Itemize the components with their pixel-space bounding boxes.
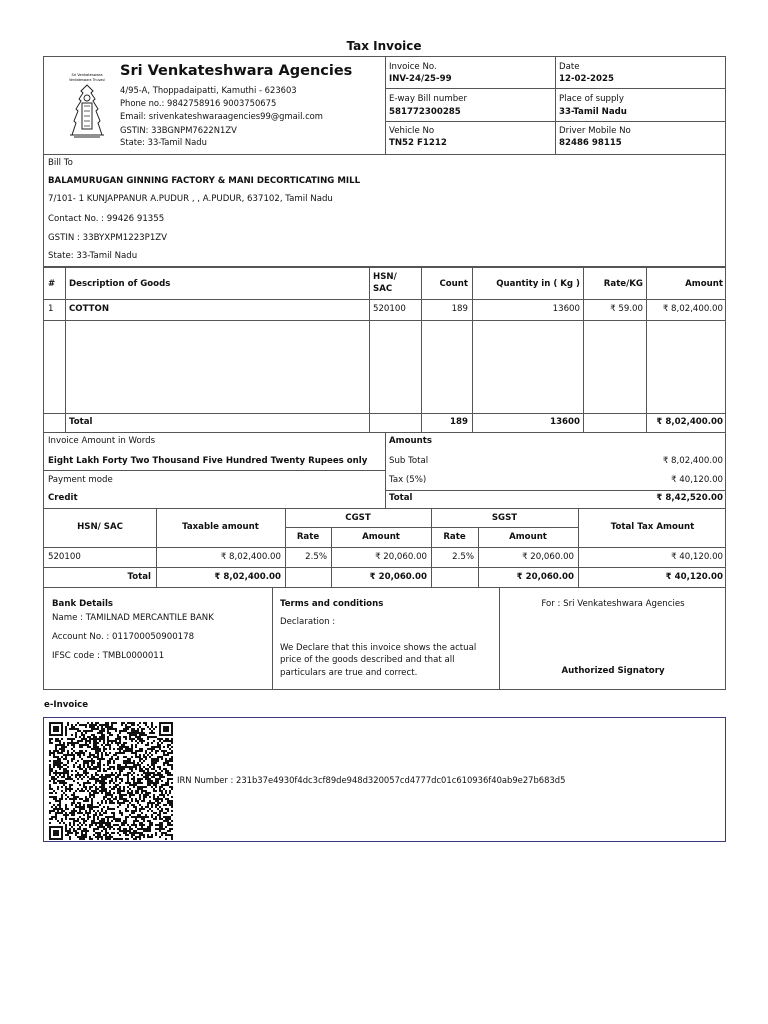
goods-table xyxy=(43,267,726,433)
seller-name: Sri Venkateshwara Agencies xyxy=(120,63,353,79)
declaration-label: Declaration : xyxy=(280,617,336,627)
bank-ifsc: IFSC code : TMBL0000011 xyxy=(52,651,165,661)
einvoice-box xyxy=(43,717,726,842)
tax-total-amount: ₹ 40,120.00 xyxy=(665,572,723,582)
place-of-supply: 33-Tamil Nadu xyxy=(559,107,627,117)
words-label: Invoice Amount in Words xyxy=(48,436,156,446)
row-num: 1 xyxy=(48,304,54,314)
row-description: COTTON xyxy=(69,304,110,314)
row-rate: ₹ 59.00 xyxy=(610,304,643,314)
col-quantity: Quantity in ( Kg ) xyxy=(496,279,580,289)
place-label: Place of supply xyxy=(559,94,624,104)
declaration-line-2: price of the goods described and that all xyxy=(280,655,455,665)
declaration-line-1: We Declare that this invoice shows the actual xyxy=(280,643,477,653)
tax-col-cgst-amount: Amount xyxy=(362,532,400,542)
tax-col-sgst: SGST xyxy=(491,513,518,523)
tax-col-total: Total Tax Amount xyxy=(610,522,695,532)
deity-logo-icon xyxy=(62,71,112,141)
irn-number: IRN Number : 231b37e4930f4dc3cf89de948d320057cd4777dc01c610936f40ab9e27b683d5 xyxy=(177,775,566,785)
invoice-no: INV-24/25-99 xyxy=(389,74,452,84)
invoice-footer xyxy=(43,588,726,690)
buyer-address: 7/101- 1 KUNJAPPANUR A.PUDUR , , A.PUDUR, 637102, Tamil Nadu xyxy=(48,194,333,204)
date-label: Date xyxy=(559,62,580,72)
goods-total-amount: ₹ 8,02,400.00 xyxy=(656,417,723,427)
bill-to-section xyxy=(43,155,726,267)
tax-label: Tax (5%) xyxy=(389,475,427,485)
tax-col-hsn: HSN/ SAC xyxy=(77,522,123,532)
row-quantity: 13600 xyxy=(552,304,580,314)
signatory-for: For : Sri Venkateshwara Agencies xyxy=(541,599,685,609)
tax-row-sgst-rate: 2.5% xyxy=(452,552,474,562)
bank-account: Account No. : 011700050900178 xyxy=(52,632,195,642)
authorized-signatory: Authorized Signatory xyxy=(561,666,665,676)
invoice-header xyxy=(43,56,726,155)
amounts-label: Amounts xyxy=(389,436,432,446)
einvoice-label: e-Invoice xyxy=(44,700,89,710)
payment-mode-label: Payment mode xyxy=(48,475,113,485)
tax-table xyxy=(43,509,726,588)
amount-summary xyxy=(43,433,726,509)
bank-details-label: Bank Details xyxy=(52,599,114,609)
col-num: # xyxy=(48,279,56,289)
tax-col-cgst: CGST xyxy=(345,513,371,523)
eway-label: E-way Bill number xyxy=(389,94,467,104)
col-hsn-1: HSN/ xyxy=(373,272,397,282)
buyer-state: State: 33-Tamil Nadu xyxy=(48,251,138,261)
tax-row-cgst-amount: ₹ 20,060.00 xyxy=(375,552,427,562)
tax-col-sgst-rate: Rate xyxy=(443,532,466,542)
seller-phone: Phone no.: 9842758916 9003750675 xyxy=(120,98,277,108)
qr-code-icon xyxy=(49,722,173,840)
grand-total-value: ₹ 8,42,520.00 xyxy=(656,493,723,503)
col-amount: Amount xyxy=(685,279,723,289)
tax-total-cgst: ₹ 20,060.00 xyxy=(369,572,427,582)
tax-col-cgst-rate: Rate xyxy=(296,532,320,542)
row-amount: ₹ 8,02,400.00 xyxy=(662,304,723,314)
tax-col-sgst-amount: Amount xyxy=(509,532,547,542)
buyer-name: BALAMURUGAN GINNING FACTORY & MANI DECORTICATING MILL xyxy=(48,176,361,186)
driver-label: Driver Mobile No xyxy=(559,126,631,136)
seller-state: State: 33-Tamil Nadu xyxy=(120,137,207,147)
tax-total-taxable: ₹ 8,02,400.00 xyxy=(214,572,281,582)
goods-total-quantity: 13600 xyxy=(550,417,580,427)
vehicle-label: Vehicle No xyxy=(389,126,435,136)
seller-gstin: GSTIN: 33BGNPM7622N1ZV xyxy=(120,125,237,135)
row-count: 189 xyxy=(451,304,468,314)
tax-col-taxable: Taxable amount xyxy=(182,522,259,532)
subtotal-label: Sub Total xyxy=(389,456,429,466)
seller-address: 4/95-A, Thoppadaipatti, Kamuthi - 623603 xyxy=(120,85,297,95)
tax-row-cgst-rate: 2.5% xyxy=(305,552,327,562)
buyer-gstin: GSTIN : 33BYXPM1223P1ZV xyxy=(48,233,168,243)
vehicle-number: TN52 F1212 xyxy=(389,138,447,148)
tax-row-taxable: ₹ 8,02,400.00 xyxy=(220,552,281,562)
tax-total-label: Total xyxy=(127,572,151,582)
invoice-date: 12-02-2025 xyxy=(559,74,614,84)
tax-row-total: ₹ 40,120.00 xyxy=(671,552,723,562)
col-hsn-2: SAC xyxy=(373,284,393,294)
amount-in-words: Eight Lakh Forty Two Thousand Five Hundred Twenty Rupees only xyxy=(48,456,368,466)
logo-caption-1: Sri Venkateswara xyxy=(71,73,103,77)
tax-row-sgst-amount: ₹ 20,060.00 xyxy=(522,552,574,562)
terms-label: Terms and conditions xyxy=(280,599,384,609)
tax-row-hsn: 520100 xyxy=(48,552,81,562)
driver-mobile: 82486 98115 xyxy=(559,138,622,148)
row-hsn: 520100 xyxy=(373,304,406,314)
tax-value: ₹ 40,120.00 xyxy=(671,475,723,485)
eway-number: 581772300285 xyxy=(389,107,461,117)
bank-name: Name : TAMILNAD MERCANTILE BANK xyxy=(52,613,214,623)
goods-total-label: Total xyxy=(69,417,93,427)
declaration-line-3: particulars are true and correct. xyxy=(280,668,418,678)
goods-total-count: 189 xyxy=(450,417,468,427)
col-count: Count xyxy=(439,279,468,289)
tax-total-sgst: ₹ 20,060.00 xyxy=(516,572,574,582)
seller-email: Email: srivenkateshwaraagencies99@gmail.com xyxy=(120,111,323,121)
invoice-no-label: Invoice No. xyxy=(389,62,437,72)
payment-mode: Credit xyxy=(48,493,78,503)
logo-caption-2: Venkateswara Thuvasi xyxy=(69,78,105,82)
buyer-contact: Contact No. : 99426 91355 xyxy=(48,214,165,224)
bill-to-label: Bill To xyxy=(48,158,73,168)
col-rate: Rate/KG xyxy=(603,279,643,289)
subtotal-value: ₹ 8,02,400.00 xyxy=(662,456,723,466)
col-description: Description of Goods xyxy=(69,279,171,289)
grand-total-label: Total xyxy=(389,493,413,503)
document-title: Tax Invoice xyxy=(346,39,422,53)
